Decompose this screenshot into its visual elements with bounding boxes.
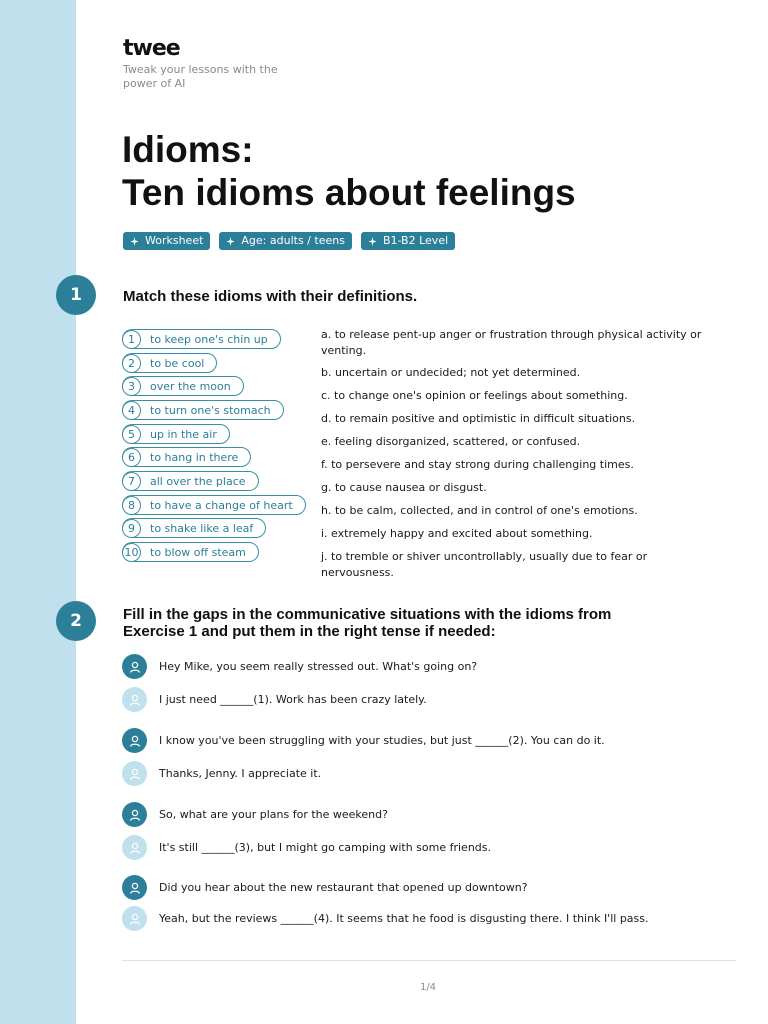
idiom-item (122, 542, 259, 562)
sparkle-icon (129, 236, 140, 247)
idiom-text: up in the air (150, 427, 217, 441)
definition-item: j. to tremble or shiver uncontrollably, usually due to fear or nervousness. (321, 550, 648, 579)
idiom-number: 4 (122, 401, 141, 420)
idiom-item (122, 518, 266, 538)
page-title-line-2: Ten idioms about feelings (122, 172, 576, 213)
exercise-1-number: 1 (56, 275, 96, 315)
idiom-item (122, 424, 230, 444)
dialogue-text: Yeah, but the reviews ______(4). It seems that he food is disgusting there. I think I'll pass. (159, 912, 649, 925)
definition-item: c. to change one's opinion or feelings about something. (321, 389, 628, 402)
idiom-item (122, 471, 259, 491)
dialogue-line (122, 761, 321, 786)
idiom-number: 6 (122, 448, 141, 467)
dialogue-text: So, what are your plans for the weekend? (159, 808, 388, 821)
idiom-text: to shake like a leaf (150, 521, 254, 535)
idiom-text: all over the place (150, 474, 246, 488)
badge-label: Worksheet (145, 234, 204, 247)
dialogue-text: I know you've been struggling with your studies, but just ______(2). You can do it. (159, 734, 605, 747)
badge-label: B1-B2 Level (382, 234, 449, 247)
idiom-item (122, 447, 251, 467)
dialogue-line (122, 835, 491, 860)
idiom-number: 8 (122, 496, 141, 515)
definition-item: h. to be calm, collected, and in control of one's emotions. (321, 504, 638, 517)
idiom-text: to have a change of heart (150, 498, 293, 512)
badge-row (123, 232, 455, 250)
idiom-number: 5 (122, 425, 141, 444)
dialogue-line (122, 802, 388, 827)
sparkle-icon (367, 236, 378, 247)
dialogue-line (122, 728, 605, 753)
idiom-item (122, 329, 281, 349)
idiom-item (122, 495, 306, 515)
idiom-number: 7 (122, 472, 141, 491)
dialogue-text: It's still ______(3), but I might go camping with some friends. (159, 841, 492, 854)
badge-age (219, 232, 352, 250)
badge-label: Age: adults / teens (241, 234, 345, 247)
footer-divider (122, 960, 736, 961)
brand-logo: twee (123, 36, 180, 61)
definition-item: f. to persevere and stay strong during challenging times. (321, 458, 634, 471)
idiom-text: to hang in there (150, 450, 239, 464)
definition-item: b. uncertain or undecided; not yet determined. (321, 366, 581, 379)
page-title-line-1: Idioms: (122, 129, 254, 170)
dialogue-text: Hey Mike, you seem really stressed out. What's going on? (159, 660, 478, 673)
dialogue-line (122, 654, 477, 679)
definition-item: d. to remain positive and optimistic in difficult situations. (321, 412, 636, 425)
exercise-1-instruction: Match these idioms with their definitions. (123, 288, 418, 305)
page-number: 1/4 (419, 982, 437, 993)
definition-item: e. feeling disorganized, scattered, or confused. (321, 435, 581, 448)
brand-tagline: Tweak your lessons with the power of AI (123, 63, 278, 90)
exercise-2-instruction: Fill in the gaps in the communicative situations with the idioms from Exercise 1 and put them in the right tense if needed: (123, 606, 612, 640)
definition-item: a. to release pent-up anger or frustration through physical activity or venting. (321, 328, 702, 357)
user-icon (122, 906, 147, 931)
idiom-number: 2 (122, 354, 141, 373)
user-icon (122, 802, 147, 827)
dialogue-text: Thanks, Jenny. I appreciate it. (159, 767, 322, 780)
dialogue-text: I just need ______(1). Work has been crazy lately. (159, 693, 427, 706)
user-icon (122, 835, 147, 860)
exercise-2-number: 2 (56, 601, 96, 641)
dialogue-line (122, 687, 427, 712)
idiom-text: to be cool (150, 356, 205, 370)
user-icon (122, 687, 147, 712)
idiom-text: to turn one's stomach (150, 403, 271, 417)
user-icon (122, 728, 147, 753)
user-icon (122, 875, 147, 900)
idiom-number: 1 (122, 330, 141, 349)
idiom-item (122, 376, 244, 396)
badge-level (361, 232, 455, 250)
dialogue-line (122, 875, 528, 900)
dialogue-line (122, 906, 649, 931)
idiom-text: to keep one's chin up (150, 332, 268, 346)
user-icon (122, 654, 147, 679)
side-stripe (0, 0, 76, 1024)
sparkle-icon (225, 236, 236, 247)
badge-worksheet (123, 232, 210, 250)
idiom-number: 3 (122, 377, 141, 396)
idiom-item (122, 353, 217, 373)
idiom-item (122, 400, 284, 420)
definition-item: g. to cause nausea or disgust. (321, 481, 487, 494)
page-title (122, 128, 576, 214)
dialogue-text: Did you hear about the new restaurant that opened up downtown? (159, 881, 528, 894)
idiom-number: 9 (122, 519, 141, 538)
idiom-number: 10 (122, 543, 141, 562)
idiom-text: to blow off steam (150, 545, 246, 559)
idiom-text: over the moon (150, 379, 231, 393)
user-icon (122, 761, 147, 786)
definition-item: i. extremely happy and excited about something. (321, 527, 593, 540)
